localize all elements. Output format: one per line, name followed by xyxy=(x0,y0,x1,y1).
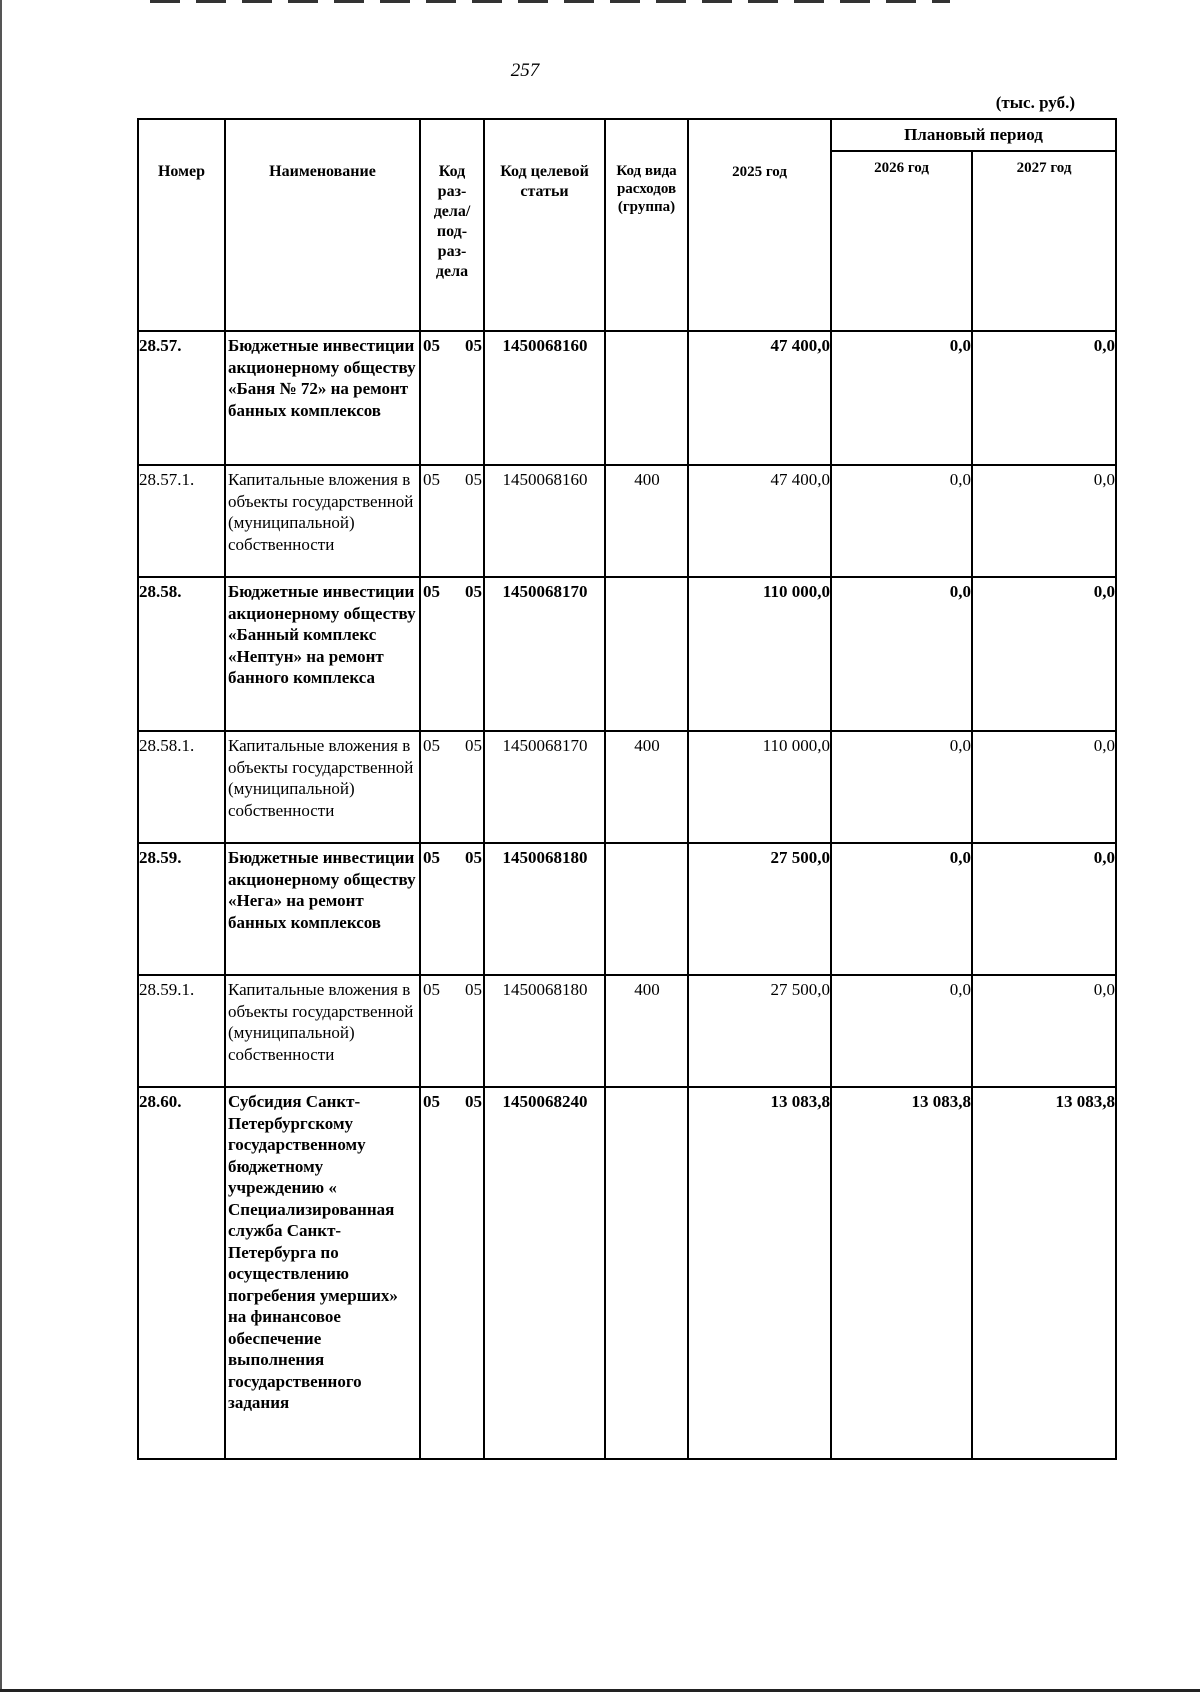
table-row xyxy=(138,1087,1116,1459)
row-section-code xyxy=(420,331,484,465)
row-name: Капитальные вложения в объекты государственной (муниципальной) собственности xyxy=(225,975,420,1087)
row-amount-2025: 47 400,0 xyxy=(688,331,831,465)
subsection-code: 05 xyxy=(465,582,482,601)
header-2027: 2027 год xyxy=(972,151,1116,331)
row-amount-2026: 0,0 xyxy=(831,465,972,577)
subsection-code: 05 xyxy=(465,470,482,489)
units-label: (тыс. руб.) xyxy=(995,93,1075,112)
header-section: Код раз- дела/ под- раз- дела xyxy=(420,119,484,331)
header-2025: 2025 год xyxy=(688,119,831,331)
row-amount-2027: 0,0 xyxy=(972,731,1116,843)
row-expense-type xyxy=(605,843,688,975)
header-planned-period: Плановый период xyxy=(831,119,1116,151)
row-amount-2026: 13 083,8 xyxy=(831,1087,972,1459)
header-row-1 xyxy=(138,119,1116,151)
table-row xyxy=(138,843,1116,975)
section-code: 05 xyxy=(423,470,440,489)
row-amount-2025: 47 400,0 xyxy=(688,465,831,577)
row-amount-2026: 0,0 xyxy=(831,577,972,731)
row-section-code xyxy=(420,843,484,975)
row-number: 28.59. xyxy=(138,843,225,975)
subsection-code: 05 xyxy=(465,736,482,755)
section-code: 05 xyxy=(423,1092,440,1111)
row-name: Субсидия Санкт-Петербургскому государственному бюджетному учреждению « Специализированная служба Санкт-Петербурга по осуществлению погребения умерших» на финансовое обеспечение выполнения государственного задания xyxy=(225,1087,420,1459)
row-amount-2026: 0,0 xyxy=(831,731,972,843)
row-amount-2026: 0,0 xyxy=(831,331,972,465)
row-amount-2025: 110 000,0 xyxy=(688,577,831,731)
row-expense-type: 400 xyxy=(605,465,688,577)
row-number: 28.57. xyxy=(138,331,225,465)
subsection-code: 05 xyxy=(465,848,482,867)
header-2026: 2026 год xyxy=(831,151,972,331)
row-target-code: 1450068180 xyxy=(484,843,605,975)
header-num: Номер xyxy=(138,119,225,331)
row-section-code xyxy=(420,975,484,1087)
subsection-code: 05 xyxy=(465,1092,482,1111)
row-amount-2027: 0,0 xyxy=(972,331,1116,465)
row-target-code: 1450068170 xyxy=(484,731,605,843)
section-code: 05 xyxy=(423,736,440,755)
row-name: Бюджетные инвестиции акционерному обществу «Банный комплекс «Нептун» на ремонт банного комплекса xyxy=(225,577,420,731)
row-name: Бюджетные инвестиции акционерному обществу «Нега» на ремонт банных комплексов xyxy=(225,843,420,975)
row-expense-type: 400 xyxy=(605,975,688,1087)
table-row xyxy=(138,465,1116,577)
row-number: 28.57.1. xyxy=(138,465,225,577)
row-expense-type: 400 xyxy=(605,731,688,843)
row-number: 28.58. xyxy=(138,577,225,731)
table-row xyxy=(138,577,1116,731)
row-expense-type xyxy=(605,577,688,731)
row-target-code: 1450068160 xyxy=(484,465,605,577)
section-code: 05 xyxy=(423,336,440,355)
header-target: Код целевой статьи xyxy=(484,119,605,331)
row-amount-2027: 0,0 xyxy=(972,577,1116,731)
header-name: Наименование xyxy=(225,119,420,331)
budget-table xyxy=(137,118,1117,1460)
row-amount-2027: 0,0 xyxy=(972,975,1116,1087)
row-amount-2025: 27 500,0 xyxy=(688,975,831,1087)
row-number: 28.59.1. xyxy=(138,975,225,1087)
row-section-code xyxy=(420,731,484,843)
row-amount-2027: 0,0 xyxy=(972,465,1116,577)
row-name: Капитальные вложения в объекты государственной (муниципальной) собственности xyxy=(225,731,420,843)
row-section-code xyxy=(420,1087,484,1459)
row-amount-2025: 110 000,0 xyxy=(688,731,831,843)
row-amount-2026: 0,0 xyxy=(831,843,972,975)
row-target-code: 1450068180 xyxy=(484,975,605,1087)
section-code: 05 xyxy=(423,582,440,601)
subsection-code: 05 xyxy=(465,336,482,355)
table-row xyxy=(138,331,1116,465)
table-row xyxy=(138,731,1116,843)
row-target-code: 1450068160 xyxy=(484,331,605,465)
row-target-code: 1450068170 xyxy=(484,577,605,731)
header-expense-type: Код вида расходов (группа) xyxy=(605,119,688,331)
row-name: Бюджетные инвестиции акционерному обществу «Баня № 72» на ремонт банных комплексов xyxy=(225,331,420,465)
page-number: 257 xyxy=(510,60,540,81)
subsection-code: 05 xyxy=(465,980,482,999)
row-section-code xyxy=(420,465,484,577)
row-amount-2027: 0,0 xyxy=(972,843,1116,975)
row-expense-type xyxy=(605,331,688,465)
row-name: Капитальные вложения в объекты государственной (муниципальной) собственности xyxy=(225,465,420,577)
row-number: 28.58.1. xyxy=(138,731,225,843)
scan-left-edge xyxy=(0,0,2,1692)
row-target-code: 1450068240 xyxy=(484,1087,605,1459)
row-amount-2025: 13 083,8 xyxy=(688,1087,831,1459)
section-code: 05 xyxy=(423,980,440,999)
row-amount-2025: 27 500,0 xyxy=(688,843,831,975)
row-section-code xyxy=(420,577,484,731)
row-number: 28.60. xyxy=(138,1087,225,1459)
row-amount-2026: 0,0 xyxy=(831,975,972,1087)
row-amount-2027: 13 083,8 xyxy=(972,1087,1116,1459)
table-row xyxy=(138,975,1116,1087)
row-expense-type xyxy=(605,1087,688,1459)
section-code: 05 xyxy=(423,848,440,867)
scan-top-artifact xyxy=(150,0,950,3)
